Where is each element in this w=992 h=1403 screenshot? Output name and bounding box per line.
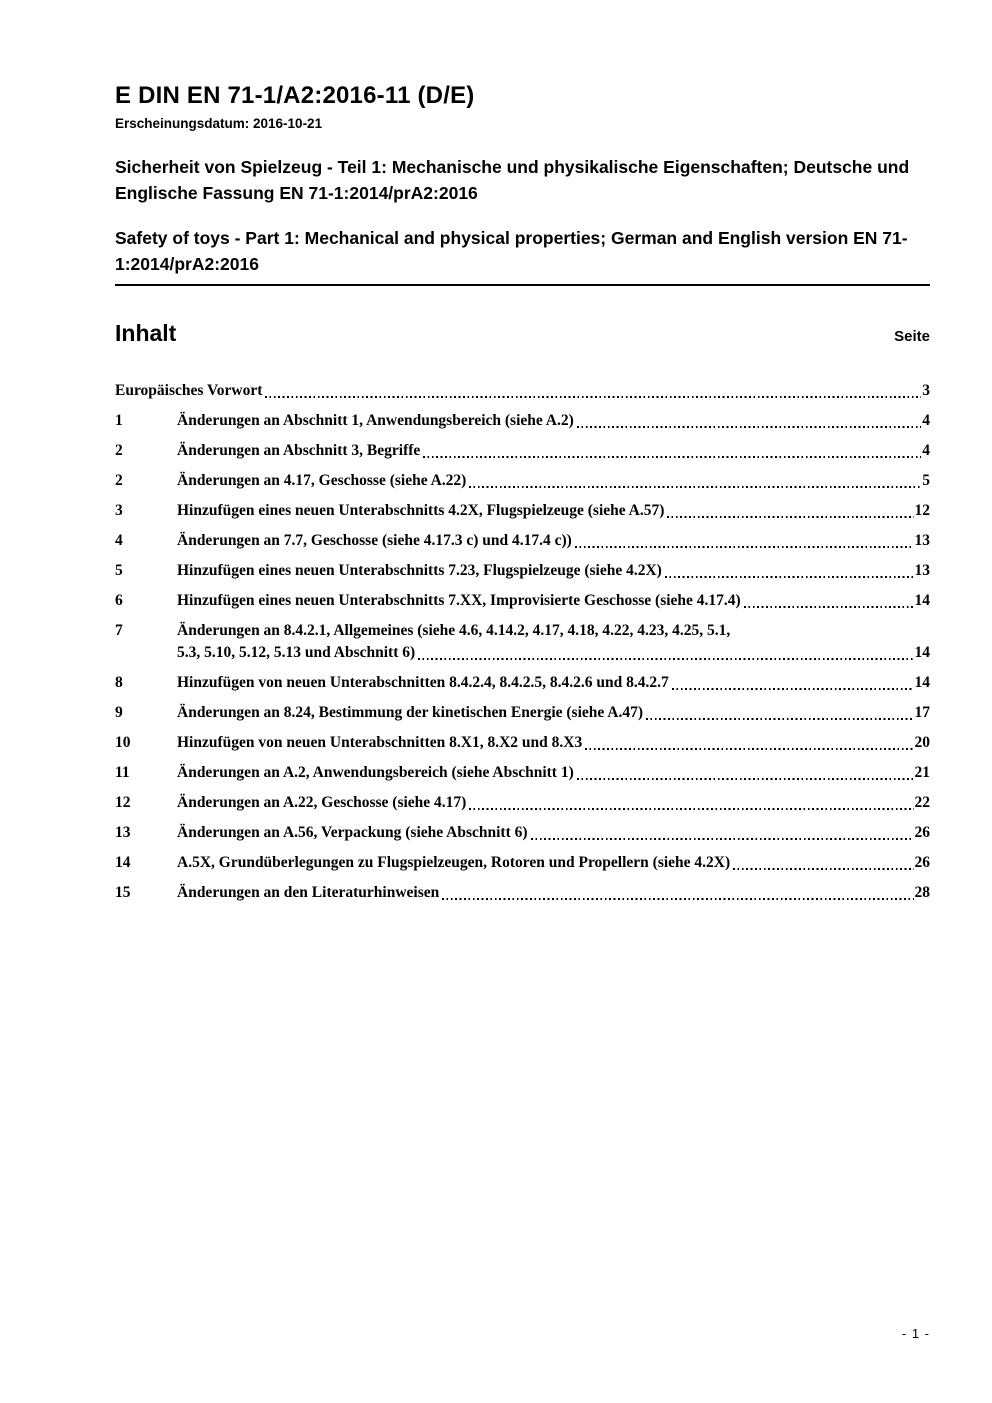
toc-entry-title: Änderungen an Abschnitt 1, Anwendungsbereich (siehe A.2) — [177, 412, 574, 429]
toc-entry-number: 5 — [115, 562, 123, 579]
toc-entry-title: Hinzufügen eines neuen Unterabschnitts 7.XX, Improvisierte Geschosse (siehe 4.17.4) — [177, 592, 741, 609]
toc-entry — [115, 672, 930, 694]
toc-entry-page: 28 — [914, 884, 930, 901]
toc-entry-page: 13 — [914, 532, 930, 549]
toc-entry — [115, 470, 930, 492]
toc-entry-continuation — [177, 642, 930, 664]
toc-entry-page: 26 — [914, 854, 930, 871]
toc-entry-page: 22 — [914, 794, 930, 811]
toc-entry-number: 9 — [115, 704, 123, 721]
toc-entry-title: Änderungen an 8.24, Bestimmung der kinetischen Energie (siehe A.47) — [177, 704, 644, 721]
toc-dot-leader — [423, 456, 921, 458]
toc-dot-leader — [646, 718, 913, 720]
toc-entry-title: Hinzufügen eines neuen Unterabschnitts 4.2X, Flugspielzeuge (siehe A.57) — [177, 502, 665, 519]
toc-entry-title: Änderungen an 8.4.2.1, Allgemeines (siehe 4.6, 4.14.2, 4.17, 4.18, 4.22, 4.23, 4.25, 5.1, — [177, 622, 731, 639]
toc-dot-leader — [577, 778, 914, 780]
toc-entry — [115, 530, 930, 552]
toc-dot-leader — [667, 516, 913, 518]
toc-entry — [115, 702, 930, 724]
toc-entry-body — [177, 620, 930, 664]
toc-entry-page: 14 — [914, 674, 930, 691]
toc-dot-leader — [531, 838, 914, 840]
toc-entry-number: 6 — [115, 592, 123, 609]
toc-entry-page: 21 — [914, 764, 930, 781]
toc-entry-title: Änderungen an den Literaturhinweisen — [177, 884, 440, 901]
toc-entry-number: 14 — [115, 854, 131, 871]
toc-dot-leader — [665, 576, 914, 578]
toc-entry-title: Hinzufügen von neuen Unterabschnitten 8.X1, 8.X2 und 8.X3 — [177, 734, 583, 751]
table-of-contents — [115, 380, 930, 904]
toc-entry — [115, 500, 930, 522]
toc-entry-number: 4 — [115, 532, 123, 549]
toc-entry-number: 7 — [115, 622, 123, 639]
toc-entry-title: Hinzufügen von neuen Unterabschnitten 8.4.2.4, 8.4.2.5, 8.4.2.6 und 8.4.2.7 — [177, 674, 669, 691]
toc-entry-page: 17 — [914, 704, 930, 721]
toc-entry-page: 4 — [922, 442, 930, 459]
toc-entry-title: Änderungen an 7.7, Geschosse (siehe 4.17.3 c) und 4.17.4 c)) — [177, 532, 572, 549]
title-english: Safety of toys - Part 1: Mechanical and physical properties; German and English version EN 71-1:2014/prA2:2016 — [115, 228, 908, 274]
toc-entry — [115, 380, 930, 402]
toc-entry-number: 2 — [115, 442, 123, 459]
header-divider — [115, 284, 930, 286]
title-german: Sicherheit von Spielzeug - Teil 1: Mechanische und physikalische Eigenschaften; Deutsche und Englische Fassung EN 71-1:2014/prA2:2016 — [115, 157, 910, 203]
footer-page-number: - 1 - — [901, 1326, 930, 1341]
toc-entry-number: 15 — [115, 884, 131, 901]
toc-entry-page: 4 — [922, 412, 930, 429]
toc-entry-page: 5 — [922, 472, 930, 489]
toc-entry-page: 12 — [914, 502, 930, 519]
toc-dot-leader — [469, 808, 913, 810]
toc-entry-title: Änderungen an Abschnitt 3, Begriffe — [177, 442, 421, 459]
toc-dot-leader — [442, 898, 913, 900]
toc-entry-page: 20 — [914, 734, 930, 751]
toc-entry-page: 13 — [914, 562, 930, 579]
toc-entry-page: 14 — [914, 644, 930, 661]
toc-entry-title: Änderungen an A.22, Geschosse (siehe 4.17) — [177, 794, 467, 811]
toc-entry — [115, 732, 930, 754]
toc-entry-page: 3 — [922, 382, 930, 399]
toc-dot-leader — [575, 546, 914, 548]
toc-entry-title: Änderungen an A.56, Verpackung (siehe Abschnitt 6) — [177, 824, 528, 841]
toc-entry-title: Änderungen an A.2, Anwendungsbereich (siehe Abschnitt 1) — [177, 764, 574, 781]
toc-entry-number: 11 — [115, 764, 130, 781]
toc-entry-title: Hinzufügen eines neuen Unterabschnitts 7.23, Flugspielzeuge (siehe 4.2X) — [177, 562, 662, 579]
toc-entry-title: Europäisches Vorwort — [115, 382, 263, 399]
toc-entry-number: 8 — [115, 674, 123, 691]
toc-entry-page: 26 — [914, 824, 930, 841]
toc-entry — [115, 560, 930, 582]
release-date: Erscheinungsdatum: 2016-10-21 — [115, 116, 323, 131]
toc-entry — [115, 882, 930, 904]
toc-dot-leader — [469, 486, 921, 488]
toc-entry — [115, 792, 930, 814]
toc-entry — [115, 822, 930, 844]
toc-entry — [115, 590, 930, 612]
toc-entry-number: 2 — [115, 472, 123, 489]
toc-heading: Inhalt — [115, 320, 177, 346]
toc-entry — [115, 410, 930, 432]
page-column-label: Seite — [894, 328, 930, 345]
toc-entry — [115, 440, 930, 462]
toc-entry — [115, 620, 930, 664]
toc-entry-title: A.5X, Grundüberlegungen zu Flugspielzeugen, Rotoren und Propellern (siehe 4.2X) — [177, 854, 731, 871]
toc-entry-number: 13 — [115, 824, 131, 841]
toc-entry — [115, 762, 930, 784]
toc-entry-number: 3 — [115, 502, 123, 519]
toc-dot-leader — [585, 748, 913, 750]
toc-entry-title-continued: 5.3, 5.10, 5.12, 5.13 und Abschnitt 6) — [177, 644, 416, 661]
toc-entry-number: 1 — [115, 412, 123, 429]
toc-entry-page: 14 — [914, 592, 930, 609]
toc-header-row — [115, 319, 930, 347]
toc-entry — [115, 852, 930, 874]
toc-dot-leader — [265, 396, 921, 398]
toc-entry-number: 10 — [115, 734, 131, 751]
toc-dot-leader — [733, 868, 913, 870]
toc-dot-leader — [672, 688, 914, 690]
toc-dot-leader — [577, 426, 921, 428]
doc-number-title: E DIN EN 71-1/A2:2016-11 (D/E) — [115, 82, 475, 109]
toc-dot-leader — [744, 606, 914, 608]
toc-dot-leader — [418, 658, 913, 660]
toc-entry-title: Änderungen an 4.17, Geschosse (siehe A.22) — [177, 472, 467, 489]
toc-entry-number: 12 — [115, 794, 131, 811]
